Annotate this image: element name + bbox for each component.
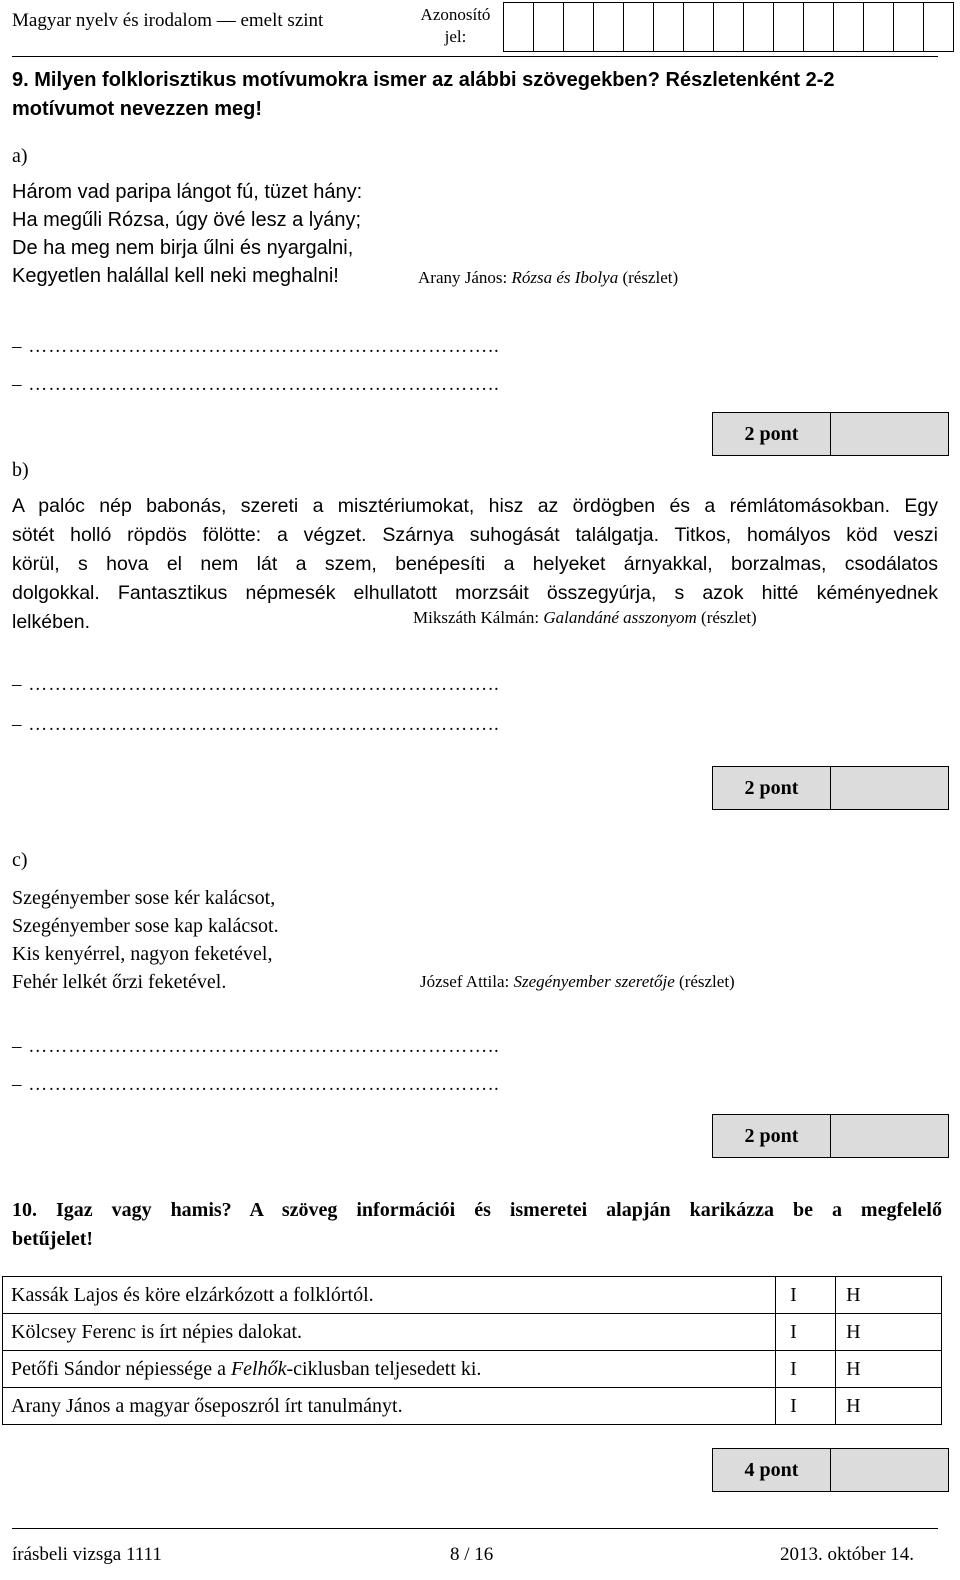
table-row xyxy=(3,1351,942,1388)
source-author: József Attila: xyxy=(420,972,514,991)
table-row xyxy=(3,1277,942,1314)
source-title: Rózsa és Ibolya xyxy=(511,268,619,287)
q9c-poem xyxy=(12,884,279,996)
prose-line: dolgokkal. Fantasztikus népmesék elhullatott morzsáit összegyúrja, s azok hitté kéményednek xyxy=(12,582,938,604)
source-suffix: (részlet) xyxy=(696,608,757,627)
q9c-answer-line-1[interactable]: – …………………………………………………………….. xyxy=(12,1036,500,1057)
q9c-label: c) xyxy=(12,849,28,871)
poem-line: Ha megűli Rózsa, úgy övé lesz a lyány; xyxy=(12,209,362,231)
poem-line: De ha meg nem birja űlni és nyargalni, xyxy=(12,237,354,259)
id-cell[interactable] xyxy=(894,3,924,51)
source-suffix: (részlet) xyxy=(674,972,735,991)
option-false[interactable]: H xyxy=(836,1388,942,1425)
poem-line: Szegényember sose kap kalácsot. xyxy=(12,915,279,937)
q9a-source xyxy=(418,268,678,288)
points-score-field[interactable] xyxy=(831,767,948,809)
statement-text: Kölcsey Ferenc is írt népies dalokat. xyxy=(11,1320,303,1343)
option-false[interactable]: H xyxy=(836,1277,942,1314)
id-cell[interactable] xyxy=(924,3,953,51)
prose-line: A palóc nép babonás, szereti a misztériumokat, hisz az ördögben és a rémlátomásokban. Egy xyxy=(12,495,938,517)
q9b-label: b) xyxy=(12,459,29,481)
id-input-grid[interactable] xyxy=(503,2,954,52)
option-false[interactable]: H xyxy=(836,1314,942,1351)
q9a-points-box xyxy=(712,412,949,456)
poem-line: Kegyetlen halállal kell neki meghalni! xyxy=(12,265,339,287)
q9a-answer-line-2[interactable]: – …………………………………………………………….. xyxy=(12,374,500,395)
id-cell[interactable] xyxy=(864,3,894,51)
source-suffix: (részlet) xyxy=(618,268,679,287)
q9b-points-box xyxy=(712,766,949,810)
points-score-field[interactable] xyxy=(831,1449,948,1491)
q9a-label: a) xyxy=(12,145,28,167)
poem-line: Három vad paripa lángot fú, tüzet hány: xyxy=(12,181,363,203)
points-label: 2 pont xyxy=(713,413,831,455)
statement-text: Arany János a magyar őseposzról írt tanulmányt. xyxy=(11,1394,403,1417)
id-cell[interactable] xyxy=(744,3,774,51)
points-score-field[interactable] xyxy=(831,413,948,455)
q9a-poem xyxy=(12,178,362,290)
q9a-answer-line-1[interactable]: – …………………………………………………………….. xyxy=(12,336,500,357)
table-row xyxy=(3,1314,942,1351)
footer-exam-code: írásbeli vizsga 1111 xyxy=(12,1544,162,1565)
q9c-points-box xyxy=(712,1114,949,1158)
id-cell[interactable] xyxy=(804,3,834,51)
table-row xyxy=(3,1388,942,1425)
option-true[interactable]: I xyxy=(776,1314,836,1351)
id-cell[interactable] xyxy=(834,3,864,51)
q9b-answer-line-1[interactable]: – …………………………………………………………….. xyxy=(12,674,500,695)
poem-line: Szegényember sose kér kalácsot, xyxy=(12,887,276,909)
id-cell[interactable] xyxy=(714,3,744,51)
statement-cell xyxy=(3,1314,776,1351)
header-title: Magyar nyelv és irodalom — emelt szint xyxy=(12,10,324,31)
q10-title-line2: betűjelet! xyxy=(12,1228,94,1250)
points-label: 2 pont xyxy=(713,767,831,809)
poem-line: Kis kenyérrel, nagyon feketével, xyxy=(12,943,273,965)
q9c-answer-line-2[interactable]: – …………………………………………………………….. xyxy=(12,1074,500,1095)
option-true[interactable]: I xyxy=(776,1277,836,1314)
header-rule xyxy=(12,56,938,57)
option-false[interactable]: H xyxy=(836,1351,942,1388)
points-score-field[interactable] xyxy=(831,1115,948,1157)
statement-text: -ciklusban teljesedett ki. xyxy=(286,1357,482,1380)
option-true[interactable]: I xyxy=(776,1351,836,1388)
prose-line: lelkében. xyxy=(12,611,91,633)
statement-text: Petőfi Sándor népiessége a xyxy=(11,1357,231,1380)
source-title: Szegényember szeretője xyxy=(513,972,675,991)
q9-title xyxy=(12,66,942,124)
statement-cell xyxy=(3,1388,776,1425)
footer-page-number: 8 / 16 xyxy=(450,1544,494,1565)
source-author: Arany János: xyxy=(418,268,512,287)
statement-italic: Felhők xyxy=(230,1357,287,1380)
prose-line: körül, s hova el nem lát a szem, benépesíti a helyeket árnyakkal, borzalmas, csodálatos xyxy=(12,553,938,575)
source-title: Galandáné asszonyom xyxy=(543,608,697,627)
points-label: 4 pont xyxy=(713,1449,831,1491)
id-cell[interactable] xyxy=(774,3,804,51)
q10-title xyxy=(12,1196,942,1254)
id-label-line2: jel: xyxy=(444,27,467,46)
q9b-answer-line-2[interactable]: – …………………………………………………………….. xyxy=(12,714,500,735)
statement-cell xyxy=(3,1351,776,1388)
id-cell[interactable] xyxy=(564,3,594,51)
id-cell[interactable] xyxy=(534,3,564,51)
q9-title-line2: motívumot nevezzen meg! xyxy=(12,98,263,120)
id-cell[interactable] xyxy=(594,3,624,51)
option-true[interactable]: I xyxy=(776,1388,836,1425)
q9-title-line1: 9. Milyen folklorisztikus motívumokra ismer az alábbi szövegekben? Részletenként 2-2 xyxy=(12,69,835,91)
footer-rule xyxy=(12,1528,938,1529)
id-label xyxy=(408,4,503,48)
statement-text: Kassák Lajos és köre elzárkózott a folklórtól. xyxy=(11,1283,374,1306)
id-label-line1: Azonosító xyxy=(420,5,491,24)
id-cell[interactable] xyxy=(684,3,714,51)
id-cell[interactable] xyxy=(504,3,534,51)
q10-title-line1: 10. Igaz vagy hamis? A szöveg információi és ismeretei alapján karikázza be a megfelelő xyxy=(12,1199,942,1221)
footer-date: 2013. október 14. xyxy=(780,1544,915,1565)
id-cell[interactable] xyxy=(624,3,654,51)
id-cell[interactable] xyxy=(654,3,684,51)
q10-points-box xyxy=(712,1448,949,1492)
q9c-source xyxy=(420,972,735,992)
true-false-table xyxy=(2,1276,942,1425)
source-author: Mikszáth Kálmán: xyxy=(413,608,544,627)
poem-line: Fehér lelkét őrzi feketével. xyxy=(12,971,227,993)
prose-line: sötét holló röpdös fölötte: a végzet. Szárnya suhogását találgatja. Titkos, homályos köd veszi xyxy=(12,524,938,546)
points-label: 2 pont xyxy=(713,1115,831,1157)
q9b-source xyxy=(413,608,757,628)
statement-cell xyxy=(3,1277,776,1314)
